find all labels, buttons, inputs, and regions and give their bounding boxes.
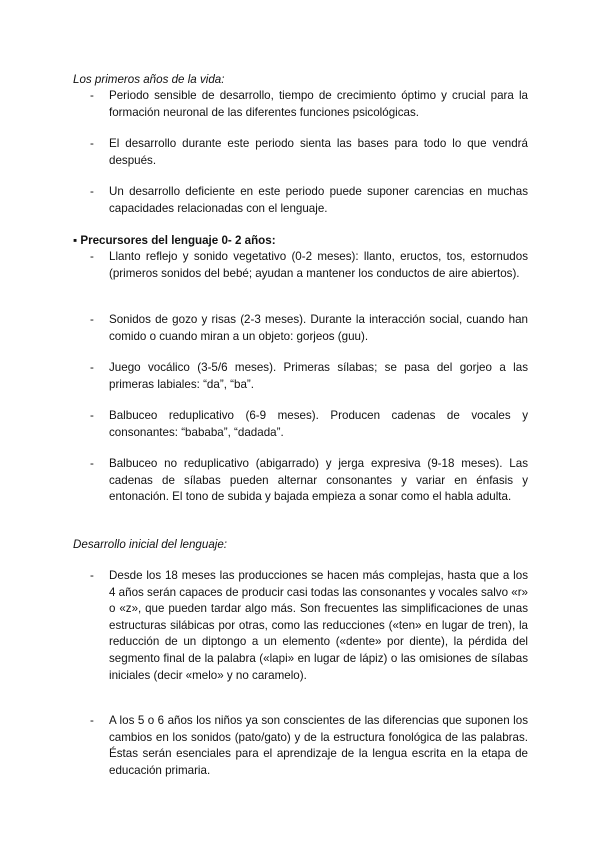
list-item-text: Un desarrollo deficiente en este periodo puede suponer carencias en muchas capacidades relacionadas con el lenguaje.: [109, 185, 528, 215]
list-item-text: Juego vocálico (3-5/6 meses). Primeras sílabas; se pasa del gorjeo a las primeras labiales: “da”, “ba”.: [109, 361, 528, 391]
list-item-text: Balbuceo reduplicativo (6-9 meses). Producen cadenas de vocales y consonantes: “bababa”, “dadada”.: [109, 409, 528, 439]
list-item-text: Desde los 18 meses las producciones se hacen más complejas, hasta que a los 4 años serán capaces de producir casi todas las consonantes y vocales salvo «r» o «z», que pueden tardar algo más. Son frecuentes las simplificaciones de unas estructuras silábicas por otras, como las reducciones («ten» en lugar de tren), la reducción de un diptongo a un elemento («dente» por diente), la pérdida del segmento final de la palabra («lapi» en lugar de lápiz) o las omisiones de sílabas iniciales (decir «melo» y no caramelo).: [109, 569, 528, 682]
section-heading-desarrollo-inicial: Desarrollo inicial del lenguaje:: [73, 538, 228, 551]
list-item-text: El desarrollo durante este periodo sienta las bases para todo lo que vendrá después.: [109, 137, 528, 167]
list-dash: -: [90, 185, 94, 198]
list-item-text: Balbuceo no reduplicativo (abigarrado) y jerga expresiva (9-18 meses). Las cadenas de sílabas pueden alternar consonantes y variar en énfasis y entonación. El tono de subida y bajada empieza a sonar como el habla adulta.: [109, 457, 528, 504]
section-heading-precursores: ▪ Precursores del lenguaje 0- 2 años:: [73, 234, 276, 247]
list-dash: -: [90, 313, 94, 326]
list-item-text: Sonidos de gozo y risas (2-3 meses). Durante la interacción social, cuando han comido o cuando miran a un objeto: gorjeos (guu).: [109, 313, 528, 343]
list-dash: -: [90, 457, 94, 470]
list-dash: -: [90, 250, 94, 263]
section-heading-primeros-anos: Los primeros años de la vida:: [73, 73, 225, 86]
list-item-text: Llanto reflejo y sonido vegetativo (0-2 meses): llanto, eructos, tos, estornudos (primeros sonidos del bebé; ayudan a mantener los conductos de aire abiertos).: [109, 250, 528, 280]
list-dash: -: [90, 361, 94, 374]
list-item-text: A los 5 o 6 años los niños ya son conscientes de las diferencias que suponen los cambios en los sonidos (pato/gato) y de la estructura fonológica de las palabras. Éstas serán esenciales para el aprendizaje de la lengua escrita en la etapa de educación primaria.: [109, 714, 528, 777]
list-dash: -: [90, 714, 94, 727]
list-dash: -: [90, 569, 94, 582]
list-item-text: Periodo sensible de desarrollo, tiempo de crecimiento óptimo y crucial para la formación neuronal de las diferentes funciones psicológicas.: [109, 89, 528, 119]
list-dash: -: [90, 137, 94, 150]
list-dash: -: [90, 89, 94, 102]
list-dash: -: [90, 409, 94, 422]
